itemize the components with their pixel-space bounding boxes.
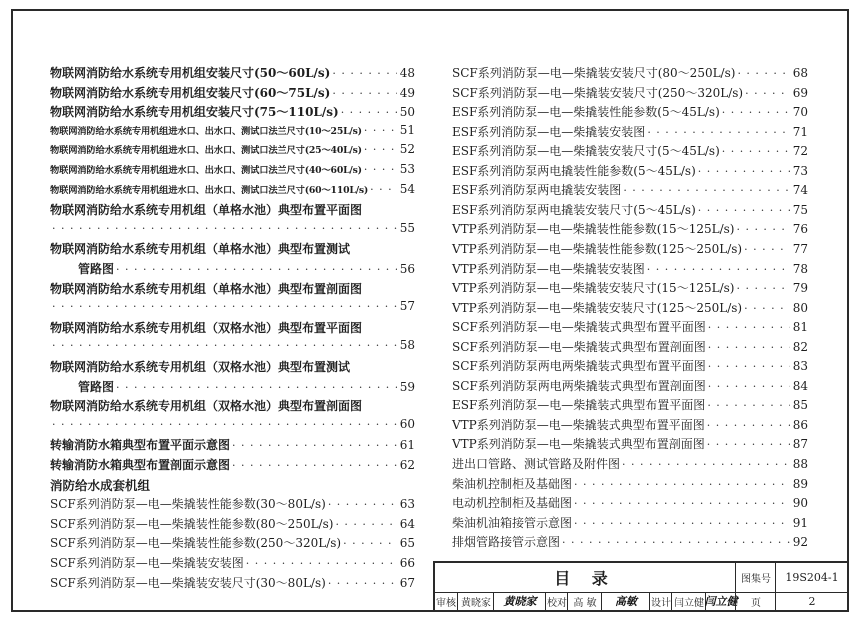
toc-entry-page: 69: [792, 85, 808, 100]
leader-dots: [574, 478, 790, 491]
toc-entry-title: SCF系列消防泵—电—柴撬装性能参数(250～320L/s): [50, 536, 342, 551]
toc-entry-title: 物联网消防给水系统专用机组进水口、出水口、测试口法兰尺寸(25～40L/s): [50, 145, 362, 157]
toc-entry-page: 48: [399, 66, 415, 80]
toc-entry-title: ESF系列消防泵两电撬装安装图: [452, 183, 622, 198]
toc-entry-page: 60: [399, 416, 415, 431]
toc-entry-title: VTP系列消防泵—电—柴撬装式典型布置剖面图: [452, 437, 705, 452]
toc-entry-page: 78: [792, 261, 808, 276]
leader-dots: [335, 518, 397, 531]
toc-entry-title: SCF系列消防泵—电—柴撬装安装尺寸(80～250L/s): [452, 66, 736, 80]
toc-entry-title: 柴油机控制柜及基础图: [452, 476, 573, 491]
toc-entry: [452, 475, 808, 493]
toc-entry-page: 56: [399, 262, 415, 276]
toc-entry-title-cont: 管路图: [78, 379, 115, 394]
toc-entry: [452, 64, 808, 82]
leader-dots: [574, 517, 790, 530]
leader-dots: [647, 263, 790, 276]
toc-entry-title: 物联网消防给水系统专用机组（双格水池）典型布置平面图: [50, 320, 363, 335]
toc-entry-page: 83: [792, 359, 808, 374]
toc-entry-page: 58: [399, 338, 415, 353]
toc-entry-title: SCF系列消防泵—电—柴撬装式典型布置剖面图: [452, 339, 706, 354]
toc-entry: [452, 357, 808, 375]
toc-entry-title: SCF系列消防泵—电—柴撬装安装图: [50, 556, 244, 570]
toc-entry-page: 80: [792, 300, 808, 315]
toc-entry: [452, 435, 808, 453]
toc-entry: [50, 554, 415, 572]
toc-entry-page: 86: [792, 417, 808, 432]
page-label: 页: [735, 592, 776, 610]
toc-entry-page: 66: [399, 556, 415, 570]
toc-entry-title: 物联网消防给水系统专用机组（双格水池）典型布置测试: [50, 360, 351, 374]
toc-entry: [50, 182, 415, 200]
toc-entry-title: VTP系列消防泵—电—柴撬装安装图: [452, 261, 645, 276]
toc-entry: [50, 84, 415, 102]
toc-entry-title: 物联网消防给水系统专用机组进水口、出水口、测试口法兰尺寸(10～25L/s): [50, 125, 362, 137]
toc-entry-title: 物联网消防给水系统专用机组进水口、出水口、测试口法兰尺寸(60～110L/s): [50, 184, 369, 196]
toc-entry-title: SCF系列消防泵—电—柴撬装性能参数(80～250L/s): [50, 516, 334, 531]
leader-dots: [116, 381, 397, 394]
toc-entry-title: SCF系列消防泵两电两柴撬装式典型布置剖面图: [452, 378, 706, 393]
leader-dots: [744, 243, 790, 256]
leader-dots: [722, 106, 790, 119]
toc-entry-continuation: [50, 299, 415, 317]
leader-dots: [707, 419, 790, 432]
toc-entry-page: 57: [399, 299, 415, 314]
toc-entry-page: 65: [399, 536, 415, 551]
toc-entry: [452, 103, 808, 121]
toc-entry-title: SCF系列消防泵两电两柴撬装式典型布置平面图: [452, 359, 706, 374]
leader-dots: [736, 223, 790, 236]
toc-entry: [452, 123, 808, 141]
leader-dots: [52, 222, 397, 235]
toc-entry-page: 67: [399, 575, 415, 590]
toc-entry-page: 55: [399, 220, 415, 235]
checker-name: 高 敏: [567, 592, 602, 610]
toc-entry-page: 52: [399, 142, 415, 157]
toc-entry: [452, 142, 808, 160]
checker-signature: 高敏: [601, 592, 650, 610]
toc-entry: [50, 456, 415, 474]
leader-dots: [328, 577, 397, 590]
leader-dots: [707, 399, 790, 412]
toc-entry-title: 物联网消防给水系统专用机组（单格水池）典型布置平面图: [50, 203, 363, 218]
toc-entry-page: 71: [792, 124, 808, 139]
toc-entry-page: 75: [792, 202, 808, 217]
leader-dots: [232, 459, 397, 472]
toc-entry-title: VTP系列消防泵—电—柴撬装式典型布置平面图: [452, 417, 705, 432]
leader-dots: [52, 300, 397, 313]
toc-entry-page: 84: [792, 378, 808, 393]
toc-entry-title: ESF系列消防泵两电撬装性能参数(5～45L/s): [452, 163, 696, 178]
toc-entry: [452, 396, 808, 414]
toc-entry-page: 87: [792, 437, 808, 452]
toc-entry: [452, 533, 808, 551]
title-block-title: 目 录: [554, 569, 616, 588]
toc-entry-title: VTP系列消防泵—电—柴撬装安装尺寸(125～250L/s): [452, 300, 743, 315]
check-label: 校对: [545, 592, 568, 610]
toc-entry: [452, 260, 808, 278]
leader-dots: [116, 263, 397, 276]
toc-entry-page: 62: [399, 458, 415, 472]
toc-entry: [452, 455, 808, 473]
leader-dots: [745, 87, 790, 100]
leader-dots: [574, 497, 790, 510]
leader-dots: [364, 163, 397, 176]
leader-dots: [332, 87, 397, 100]
toc-entry-continuation: [78, 260, 415, 278]
design-label: 设计: [649, 592, 672, 610]
toc-entry-page: 81: [792, 320, 808, 335]
toc-entry-title-cont: 管路图: [78, 262, 115, 276]
leader-dots: [722, 145, 790, 158]
leader-dots: [622, 458, 790, 471]
toc-entry: [452, 220, 808, 238]
toc-entry-page: 85: [792, 398, 808, 413]
leader-dots: [332, 67, 397, 80]
toc-entry-page: 64: [399, 516, 415, 531]
toc-entry: [452, 494, 808, 512]
toc-entry-title: 进出口管路、测试管路及附件图: [452, 457, 621, 471]
designer-signature: 闫立健: [705, 592, 736, 610]
toc-entry-title: ESF系列消防泵—电—柴撬装性能参数(5～45L/s): [452, 105, 720, 120]
toc-entry-page: 70: [792, 105, 808, 120]
toc-entry-title: SCF系列消防泵—电—柴撬装安装尺寸(250～320L/s): [452, 85, 744, 100]
toc-entry-title: VTP系列消防泵—电—柴撬装安装尺寸(15～125L/s): [452, 281, 735, 296]
leader-dots: [343, 537, 397, 550]
toc-entry-title: 物联网消防给水系统专用机组安装尺寸(60～75L/s): [50, 85, 331, 100]
toc-entry: [50, 64, 415, 82]
toc-entry-title: 物联网消防给水系统专用机组安装尺寸(50～60L/s): [50, 66, 331, 80]
toc-entry-page: 90: [792, 496, 808, 511]
leader-dots: [364, 143, 397, 156]
toc-entry-continuation: [50, 221, 415, 239]
toc-entry-title: SCF系列消防泵—电—柴撬装性能参数(30～80L/s): [50, 497, 326, 512]
leader-dots: [744, 302, 790, 315]
toc-entry-page: 92: [792, 535, 808, 550]
toc-entry: [452, 201, 808, 219]
leader-dots: [698, 204, 790, 217]
toc-entry-continuation: [50, 417, 415, 435]
toc-entry: [50, 574, 415, 592]
leader-dots: [232, 439, 397, 452]
toc-entry: [452, 377, 808, 395]
reviewer-name: 黄晓家: [457, 592, 494, 610]
toc-entry: [452, 279, 808, 297]
title-block: [433, 561, 847, 610]
toc-entry-page: 74: [792, 183, 808, 198]
toc-entry-title: ESF系列消防泵两电撬装安装尺寸(5～45L/s): [452, 202, 696, 217]
toc-entry: [452, 299, 808, 317]
toc-entry-page: 53: [399, 162, 415, 176]
reviewer-signature: 黄晓家: [493, 592, 546, 610]
toc-entry-page: 77: [792, 241, 808, 256]
toc-entry-title: 转输消防水箱典型布置平面示意图: [50, 438, 231, 453]
toc-entry-page: 51: [399, 122, 415, 137]
leader-dots: [737, 67, 790, 80]
toc-entry-title: 柴油机油箱接管示意图: [452, 515, 573, 530]
review-label: 审核: [436, 597, 456, 609]
leader-dots: [328, 498, 397, 511]
toc-entry-title: 转输消防水箱典型布置剖面示意图: [50, 458, 231, 472]
toc-entry: [452, 181, 808, 199]
toc-entry-page: 76: [792, 222, 808, 237]
leader-dots: [708, 360, 790, 373]
toc-entry-title: 物联网消防给水系统专用机组（单格水池）典型布置测试: [50, 242, 351, 257]
toc-entry-page: 59: [399, 379, 415, 394]
toc-entry: [50, 103, 415, 121]
toc-entry-title: 物联网消防给水系统专用机组（单格水池）典型布置剖面图: [50, 281, 363, 296]
toc-entry: [452, 318, 808, 336]
toc-entry-title: SCF系列消防泵—电—柴撬装安装尺寸(30～80L/s): [50, 575, 326, 590]
leader-dots: [562, 536, 790, 549]
toc-entry-page: 91: [792, 515, 808, 530]
leader-dots: [52, 418, 397, 431]
toc-entry: [50, 162, 415, 180]
leader-dots: [623, 184, 790, 197]
leader-dots: [708, 341, 790, 354]
toc-entry: [452, 416, 808, 434]
leader-dots: [736, 282, 790, 295]
toc-entry: [50, 515, 415, 533]
toc-entry: [452, 514, 808, 532]
toc-entry-title: 物联网消防给水系统专用机组进水口、出水口、测试口法兰尺寸(40～60L/s): [50, 165, 362, 176]
toc-entry-page: 79: [792, 281, 808, 296]
toc-entry-page: 82: [792, 339, 808, 354]
atlas-number-label: 图集号: [735, 563, 776, 592]
leader-dots: [647, 126, 790, 139]
toc-entry-page: 73: [792, 163, 808, 178]
toc-entry-title: ESF系列消防泵—电—柴撬装式典型布置平面图: [452, 398, 706, 413]
section-heading: 消防给水成套机组: [50, 477, 151, 493]
toc-entry-title: VTP系列消防泵—电—柴撬装性能参数(15～125L/s): [452, 222, 735, 237]
toc-entry: [50, 534, 415, 552]
designer-name: 闫立健: [671, 592, 706, 610]
leader-dots: [708, 321, 790, 334]
leader-dots: [246, 557, 397, 570]
leader-dots: [364, 124, 397, 137]
toc-entry-title: SCF系列消防泵—电—柴撬装式典型布置平面图: [452, 320, 706, 335]
toc-entry-title: 物联网消防给水系统专用机组安装尺寸(75～110L/s): [50, 105, 339, 120]
toc-entry: [50, 436, 415, 454]
toc-entry-title: ESF系列消防泵—电—柴撬装安装图: [452, 124, 646, 139]
page-number: 2: [775, 592, 848, 610]
toc-entry-continuation: [50, 338, 415, 356]
toc-entry: [452, 162, 808, 180]
toc-entry-page: 68: [792, 66, 808, 80]
toc-entry-title: 物联网消防给水系统专用机组（双格水池）典型布置剖面图: [50, 399, 363, 414]
leader-dots: [698, 165, 790, 178]
toc-entry-continuation: [78, 378, 415, 396]
leader-dots: [341, 106, 397, 119]
toc-entry: [452, 338, 808, 356]
leader-dots: [708, 380, 790, 393]
toc-entry-title: 排烟管路接管示意图: [452, 535, 561, 550]
toc-entry-page: 61: [399, 438, 415, 453]
toc-entry: [452, 84, 808, 102]
toc-entry-page: 89: [792, 476, 808, 491]
toc-entry: [50, 495, 415, 513]
toc-entry-page: 54: [399, 181, 415, 196]
toc-entry-page: 50: [399, 105, 415, 120]
leader-dots: [707, 438, 790, 451]
atlas-number: 19S204-1: [775, 563, 848, 592]
toc-entry-title: ESF系列消防泵—电—柴撬装安装尺寸(5～45L/s): [452, 144, 720, 159]
toc-entry-page: 88: [792, 457, 808, 471]
toc-entry-page: 72: [792, 144, 808, 159]
toc-entry-page: 49: [399, 85, 415, 100]
toc-entry: [50, 123, 415, 141]
leader-dots: [52, 339, 397, 352]
toc-entry-title: 电动机控制柜及基础图: [452, 496, 573, 511]
toc-entry: [452, 240, 808, 258]
toc-entry-title: VTP系列消防泵—电—柴撬装性能参数(125～250L/s): [452, 241, 743, 256]
toc-entry-page: 63: [399, 497, 415, 512]
toc-entry: [50, 142, 415, 160]
leader-dots: [370, 183, 397, 196]
